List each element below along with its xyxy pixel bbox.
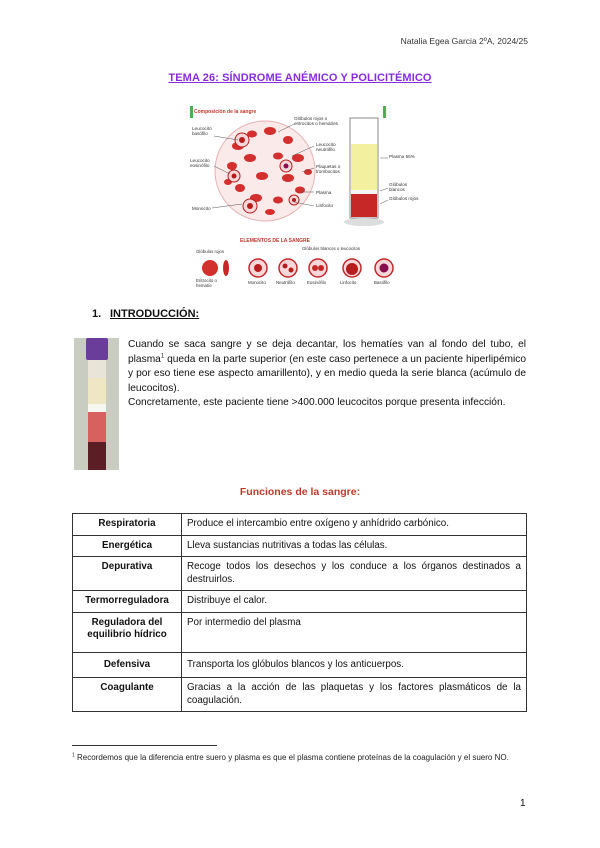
cell-label: Basófilo (374, 280, 390, 285)
label-linfocito: Linfocito (316, 203, 334, 208)
figure-section-title: ELEMENTOS DE LA SANGRE (240, 238, 311, 244)
function-name: Defensiva (73, 652, 182, 678)
function-description: Produce el intercambio entre oxígeno y anhídrido carbónico. (182, 514, 527, 536)
figure-sub-blancos: Glóbulos blancos o leucocitos (302, 246, 361, 251)
function-description: Por intermedio del plasma (182, 612, 527, 652)
table-row (73, 612, 527, 652)
function-description: Transporta los glóbulos blancos y los anticuerpos. (182, 652, 527, 678)
function-description: Distribuye el calor. (182, 591, 527, 613)
cell-label: Monocito (248, 280, 266, 285)
tube-red-upper (88, 412, 106, 442)
tube-cap (86, 338, 108, 360)
header-author: Natalia Egea Garcia 2ºA, 2024/25 (400, 36, 528, 46)
cell-nucleus (239, 137, 245, 143)
function-description: Recoge todos los desechos y los conduce a los órganos destinados a destruirlos. (182, 557, 527, 591)
function-description: Lleva sustancias nutritivas a todas las células. (182, 535, 527, 557)
table-row (73, 535, 527, 557)
neutrophil-nucleus-lobe (283, 264, 288, 269)
label-globulos-rojos: Glóbulos rojos o eritrocitos o hematíes (294, 116, 338, 126)
cell-label: Neutrófilo (276, 280, 295, 285)
function-name: Coagulante (73, 678, 182, 712)
function-name: Energética (73, 535, 182, 557)
intro-paragraph-1 (128, 338, 526, 396)
erythrocyte-side-cell (223, 260, 229, 276)
figure-title: Composición de la sangre (194, 109, 257, 115)
red-blood-cell (273, 153, 283, 160)
blood-tube-illustration (74, 338, 119, 470)
footnote-ref[interactable]: 1 (160, 353, 165, 360)
label-monocito: Monocito (192, 206, 211, 211)
red-blood-cell (244, 154, 256, 162)
page-title: TEMA 26: SÍNDROME ANÉMICO Y POLICITÉMICO (168, 72, 432, 84)
red-blood-cell (256, 172, 268, 180)
functions-table (72, 513, 527, 712)
test-tube-diagram (344, 118, 388, 226)
neutrophil-nucleus-lobe (289, 268, 294, 273)
red-blood-cell (273, 197, 283, 204)
tube-base (344, 218, 384, 226)
functions-title: Funciones de la sangre: (239, 486, 361, 498)
function-name: Respiratoria (73, 514, 182, 536)
eosinophil-nucleus-lobe (312, 265, 318, 271)
function-name: Depurativa (73, 557, 182, 591)
intro-text (128, 338, 526, 411)
tube-red-cell-layer (351, 194, 377, 217)
tube-red-lower (88, 442, 106, 470)
tube-white-layer (88, 404, 106, 412)
blood-composition-figure (190, 96, 420, 292)
neutrophil-cell (279, 259, 297, 277)
cell-nucleus (284, 164, 289, 169)
footnote-divider (72, 745, 217, 746)
section-number: 1. (92, 308, 102, 320)
erythrocyte-cell (202, 260, 218, 276)
tube-buffy-coat-layer (351, 190, 377, 194)
intro-text-b: queda en la parte superior (en este caso pertenece a un paciente hiperlipémico y por eso tiene ese aspecto amarillento), y en medio queda la serie blanca (acúmulo de leucocitos). (128, 353, 526, 394)
page-number: 1 (520, 798, 526, 809)
section-title: INTRODUCCIÓN: (110, 308, 200, 320)
tube-pointer-line (380, 188, 388, 191)
table-row (73, 514, 527, 536)
cell-label: Eosinófilo (307, 280, 327, 285)
footnote-mark: 1 (72, 752, 75, 759)
function-description: Gracias a la acción de las plaquetas y los factores plasmáticos de la coagulación. (182, 678, 527, 712)
intro-paragraph-2: Concretamente, este paciente tiene >400.000 leucocitos porque presenta infección. (128, 397, 506, 408)
label-plaquetas: Plaquetas o trombocitos (316, 164, 341, 174)
tube-plasma (88, 378, 106, 404)
red-blood-cell (265, 209, 275, 215)
cell-nucleus (247, 203, 253, 209)
function-name: Reguladora del equilibrio hídrico (73, 612, 182, 652)
footnote (72, 752, 527, 764)
label-tube-plasma: Plasma 55% (389, 154, 415, 159)
cell-nucleus (292, 198, 296, 202)
intro-text-a: Cuando se saca sangre y se deja decantar, los hematíes van al fondo del tubo, el plasma (128, 339, 526, 365)
red-blood-cell (227, 162, 237, 170)
table-row (73, 678, 527, 712)
function-name: Termorreguladora (73, 591, 182, 613)
label-tube-globulos-rojos: Glóbulos rojos (389, 196, 419, 201)
label-tube-globulos-blancos: Glóbulos blancos (389, 182, 408, 192)
figure-sub-rojos: Glóbulos rojos (196, 249, 225, 254)
red-blood-cell (282, 174, 294, 182)
blood-tube-photo (74, 338, 119, 470)
red-blood-cell (295, 187, 305, 194)
tube-pointer-line (380, 200, 388, 204)
label-leucocito-basofilo: Leucocito basófilo (192, 126, 212, 136)
red-blood-cell (283, 136, 293, 144)
table-row (73, 591, 527, 613)
label-leucocito-neutrofilo: Leucocito neutrófilo (316, 142, 336, 152)
footnote-text: Recordemos que la diferencia entre suero y plasma es que el plasma contiene proteínas de la coagulación y el suero NO. (74, 753, 509, 762)
label-plasma: Plasma (316, 190, 332, 195)
eosinophil-nucleus-lobe (318, 265, 324, 271)
monocyte-nucleus (254, 264, 262, 272)
basophil-nucleus (380, 264, 389, 273)
cell-label: Eritrocito o hematíe (196, 278, 217, 288)
section-heading (92, 308, 199, 320)
label-leucocito-eosinofilo: Leucocito eosinófilo (190, 158, 210, 168)
table-row (73, 557, 527, 591)
tube-plasma-layer (351, 144, 377, 190)
cell-nucleus (232, 174, 237, 179)
lymphocyte-nucleus (346, 263, 358, 275)
cell-label: Linfocito (340, 280, 357, 285)
red-blood-cell (235, 184, 245, 192)
table-row (73, 652, 527, 678)
red-blood-cell (264, 127, 276, 135)
cell-types-row (202, 259, 393, 277)
